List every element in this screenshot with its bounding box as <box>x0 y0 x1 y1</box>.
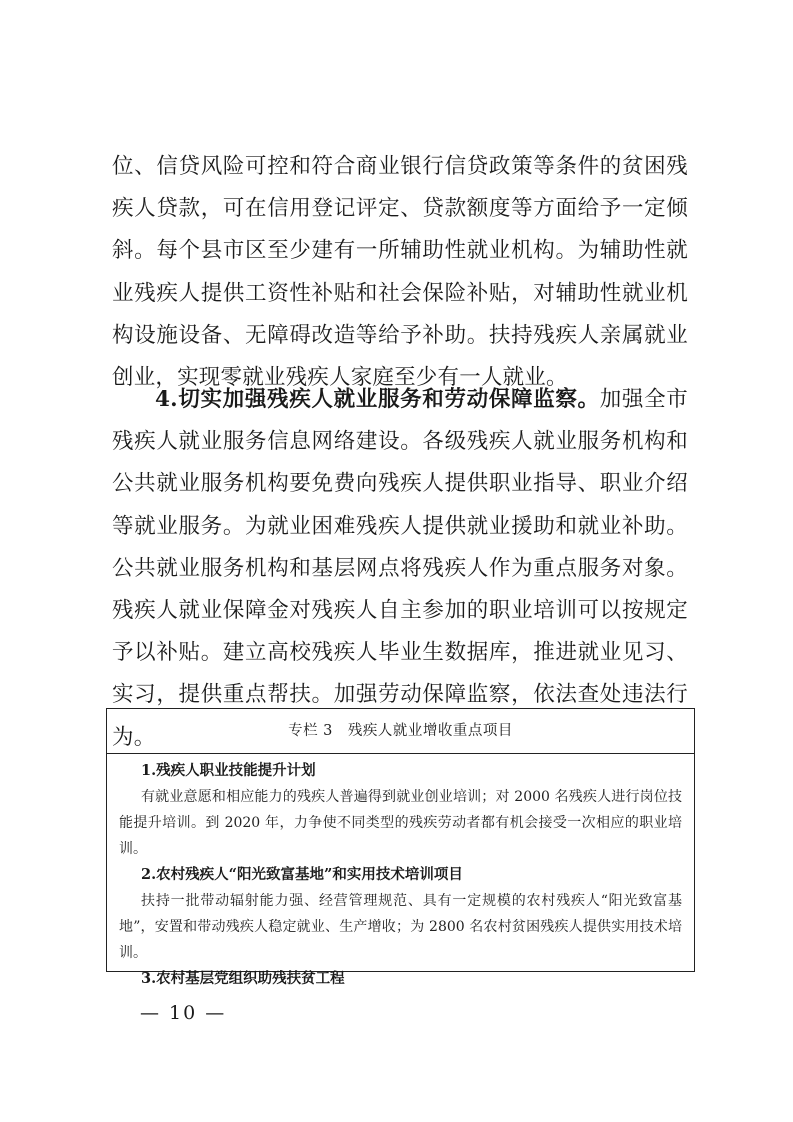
body-paragraph-2-text: 加强全市残疾人就业服务信息网络建设。各级残疾人就业服务机构和公共就业服务机构要免费向残疾人提供职业指导、职业介绍等就业服务。为就业困难残疾人提供就业援助和就业补助。公共就业服务机构和基层网点将残疾人作为重点服务对象。残疾人就业保障金对残疾人自主参加的职业培训可以按规定予以补贴。建立高校残疾人毕业生数据库，推进就业见习、实习，提供重点帮扶。加强劳动保障监察，依法查处违法行为。 <box>112 387 688 750</box>
project-item-title-1: 1.残疾人职业技能提升计划 <box>141 762 316 779</box>
project-item-text-2: 扶持一批带动辐射能力强、经营管理规范、具有一定规模的农村残疾人“阳光致富基地”，安置和带动残疾人稳定就业、生产增收；为 2800 名农村贫困残疾人提供实用技术培训。 <box>119 893 682 961</box>
section-heading-4: 4.切实加强残疾人就业服务和劳动保障监察。 <box>155 387 600 412</box>
column-box-title: 专栏 3 残疾人就业增收重点项目 <box>107 709 694 754</box>
project-item-text-1: 有就业意愿和相应能力的残疾人普遍得到就业创业培训；对 2000 名残疾人进行岗位技能提升培训。到 2020 年，力争使不同类型的残疾劳动者都有机会接受一次相应的职业培训。 <box>119 789 682 857</box>
project-item-title-2: 2.农村残疾人“阳光致富基地”和实用技术培训项目 <box>141 866 463 883</box>
body-paragraph-1: 位、信贷风险可控和符合商业银行信贷政策等条件的贫困残疾人贷款，可在信用登记评定、贷款额度等方面给予一定倾斜。每个县市区至少建有一所辅助性就业机构。为辅助性就业残疾人提供工资性补贴和社会保险补贴，对辅助性就业机构设施设备、无障碍改造等给予补助。扶持残疾人亲属就业创业，实现零就业残疾人家庭至少有一人就业。 <box>112 154 688 391</box>
column-box-body <box>107 754 694 992</box>
page-number: — 10 — <box>140 1002 227 1024</box>
project-item-title-3: 3.农村基层党组织助残扶贫工程 <box>141 970 345 987</box>
body-paragraph-2 <box>112 379 688 759</box>
column-box-3 <box>106 708 695 987</box>
